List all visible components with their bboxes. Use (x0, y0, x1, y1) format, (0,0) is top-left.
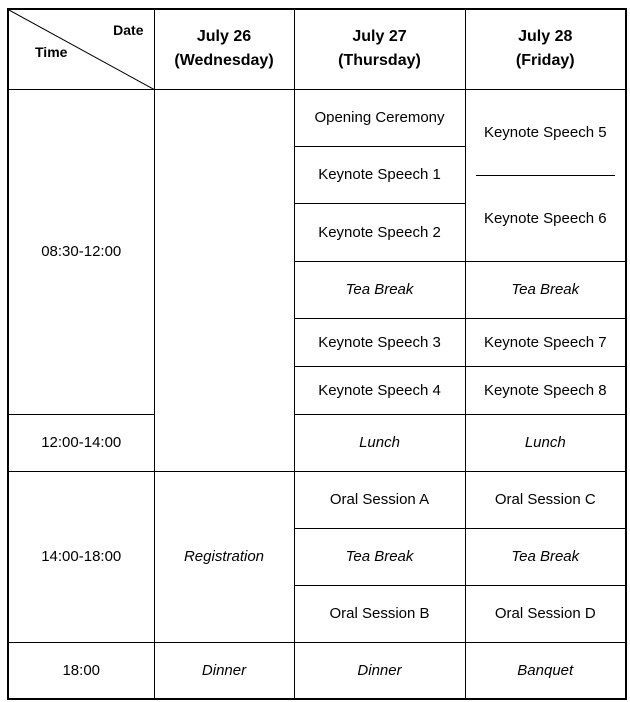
time-evening: 18:00 (8, 642, 154, 699)
fri-keynote-6: Keynote Speech 6 (483, 209, 607, 227)
corner-date-label: Date (113, 22, 144, 38)
thu-dinner: Dinner (294, 642, 465, 699)
header-row (8, 9, 626, 89)
thu-keynote-3: Keynote Speech 3 (294, 318, 465, 366)
schedule-table (7, 8, 627, 700)
day-header-thu (294, 9, 465, 89)
corner-cell (8, 9, 154, 89)
thu-keynote-1: Keynote Speech 1 (294, 146, 465, 203)
fri-banquet: Banquet (465, 642, 626, 699)
wed-registration: Registration (154, 471, 294, 642)
day-date: July 26 (196, 28, 252, 46)
thu-keynote-4: Keynote Speech 4 (294, 366, 465, 414)
fri-oral-session-d: Oral Session D (465, 585, 626, 642)
wed-morning-empty (154, 89, 294, 471)
time-noon: 12:00-14:00 (8, 414, 154, 471)
fri-keynote-5: Keynote Speech 5 (483, 123, 607, 141)
day-weekday: (Friday) (515, 52, 575, 70)
fri-keynote-7: Keynote Speech 7 (465, 318, 626, 366)
day-header-wed (154, 9, 294, 89)
time-morning: 08:30-12:00 (8, 89, 154, 414)
day-weekday: (Thursday) (338, 52, 421, 70)
day-weekday: (Wednesday) (174, 52, 274, 70)
fri-keynote-8: Keynote Speech 8 (465, 366, 626, 414)
thu-keynote-2: Keynote Speech 2 (294, 204, 465, 261)
day-header-fri (465, 9, 626, 89)
thu-lunch: Lunch (294, 414, 465, 471)
fri-oral-session-c: Oral Session C (465, 471, 626, 528)
thu-oral-session-a: Oral Session A (294, 471, 465, 528)
thu-tea-break-pm: Tea Break (294, 528, 465, 585)
corner-time-label: Time (35, 44, 68, 60)
thu-tea-break-am: Tea Break (294, 261, 465, 318)
wed-dinner: Dinner (154, 642, 294, 699)
thu-oral-session-b: Oral Session B (294, 585, 465, 642)
day-date: July 28 (518, 28, 573, 46)
thu-opening-ceremony: Opening Ceremony (294, 89, 465, 146)
day-date: July 27 (352, 28, 407, 46)
fri-lunch: Lunch (465, 414, 626, 471)
time-afternoon: 14:00-18:00 (8, 471, 154, 642)
fri-tea-break-pm: Tea Break (465, 528, 626, 585)
fri-keynote-5-6 (465, 89, 626, 261)
fri-tea-break-am: Tea Break (465, 261, 626, 318)
